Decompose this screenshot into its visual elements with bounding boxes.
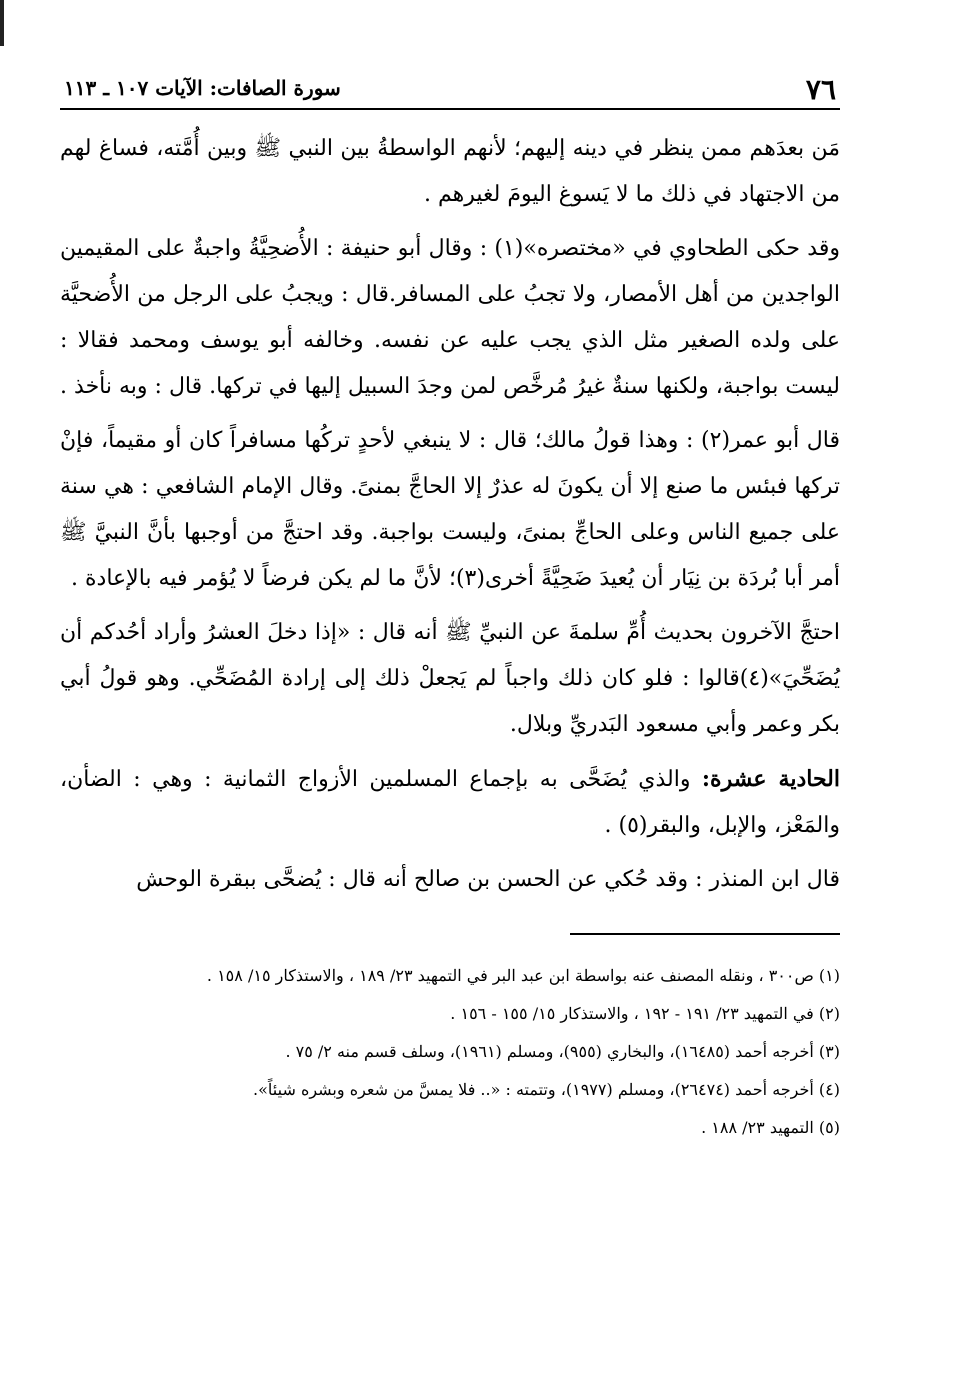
page-number: ٧٦	[805, 73, 836, 106]
paragraph-text: وقد حكى الطحاوي في «مختصره»(١) : وقال أبو حنيفة : الأُضحِيَّةُ واجبةٌ على المقيمين الواجدين من أهل الأمصار، ولا تجبُ على المسافر.قال : ويجبُ على الرجل من الأُضحيَّة على ولده الصغير مثل الذي يجب عليه عن نفسه. وخالفه أبو يوسف ومحمد فقالا : ليست بواجبة، ولكنها سنةٌ غيرُ مُرخَّص لمن وجدَ السبيل إليها في تركها. قال : وبه نأخذ .	[60, 236, 840, 399]
paragraph	[60, 756, 840, 849]
paragraph-text: والذي يُضَحَّى به بإجماع المسلمين الأزواج الثمانية : وهي : الضأن، والمَعْز، والإبل، والبقر(٥) .	[60, 767, 840, 838]
footnotes	[60, 957, 840, 1147]
paragraph	[60, 126, 840, 218]
paragraph	[60, 226, 840, 410]
paragraph-text: مَن بعدَهم ممن ينظر في دينه إليهم؛ لأنهم الواسطةُ بين النبي ﷺ وبين أُمَّته، فساغ لهم من الاجتهاد في ذلك ما لا يَسوغ اليومَ لغيرهم .	[60, 136, 840, 207]
paragraph-text: قال أبو عمر(٢) : وهذا قولُ مالك؛ قال : لا ينبغي لأحدٍ تركُها مسافراً كان أو مقيماً، فإنْ تركها فبئس ما صنع إلا أن يكونَ له عذرٌ إلا الحاجَّ بمنىً. وقال الإمام الشافعي : هي سنة على جميع الناس وعلى الحاجِّ بمنىً، وليست بواجبة. وقد احتجَّ من أوجبها بأنَّ النبيَّ ﷺ أمر أبا بُردَة بن نِيَار أن يُعيدَ ضَحِيَّةً أخرى(٣)؛ لأنَّ ما لم يكن فرضاً لا يُؤمر فيه بالإعادة .	[60, 428, 841, 591]
body-text	[60, 126, 840, 903]
book-page	[60, 60, 840, 1147]
paragraph-text: قال ابن المنذر : وقد حُكي عن الحسن بن صالح أنه قال : يُضحَّى ببقرة الوحش	[136, 867, 840, 892]
running-title: سورة الصافات: الآيات ١٠٧ ـ ١١٣	[64, 76, 341, 100]
scan-edge-mark	[0, 0, 4, 46]
footnote-separator	[570, 933, 840, 935]
paragraph	[60, 610, 840, 748]
footnote: (١) ص٣٠٠ ، ونقله المصنف عنه بواسطة ابن عبد البر في التمهيد ٢٣/ ١٨٩ ، والاستذكار ١٥/ ١٥٨ .	[206, 966, 840, 985]
footnote: (٤) أخرجه أحمد (٢٦٤٧٤)، ومسلم (١٩٧٧)، وتتمته : «.. فلا يمسَّ من شعره وبشره شيئاً».	[253, 1080, 840, 1099]
page-header	[60, 60, 840, 110]
footnote: (٢) في التمهيد ٢٣/ ١٩١ - ١٩٢ ، والاستذكار ١٥/ ١٥٥ - ١٥٦ .	[450, 1004, 840, 1023]
paragraph	[60, 857, 840, 903]
footnote: (٣) أخرجه أحمد (١٦٤٨٥)، والبخاري (٩٥٥)، ومسلم (١٩٦١)، وسلف قسم منه ٢/ ٧٥ .	[285, 1042, 840, 1061]
section-lead: الحادية عشرة:	[701, 766, 840, 792]
footnote: (٥) التمهيد ٢٣/ ١٨٨ .	[701, 1118, 840, 1137]
paragraph	[60, 418, 840, 602]
paragraph-text: احتجَّ الآخرون بحديث أُمِّ سلمةَ عن النبيِّ ﷺ أنه قال : «إذا دخلَ العشرُ وأراد أحُدكم أن يُضَحِّيَ»(٤)قالوا : فلو كان ذلك واجباً لم يَجعلْ ذلك إلى إرادة المُضَحِّي. وهو قولُ أبي بكر وعمر وأبي مسعود البَدريِّ وبلال.	[60, 620, 840, 737]
